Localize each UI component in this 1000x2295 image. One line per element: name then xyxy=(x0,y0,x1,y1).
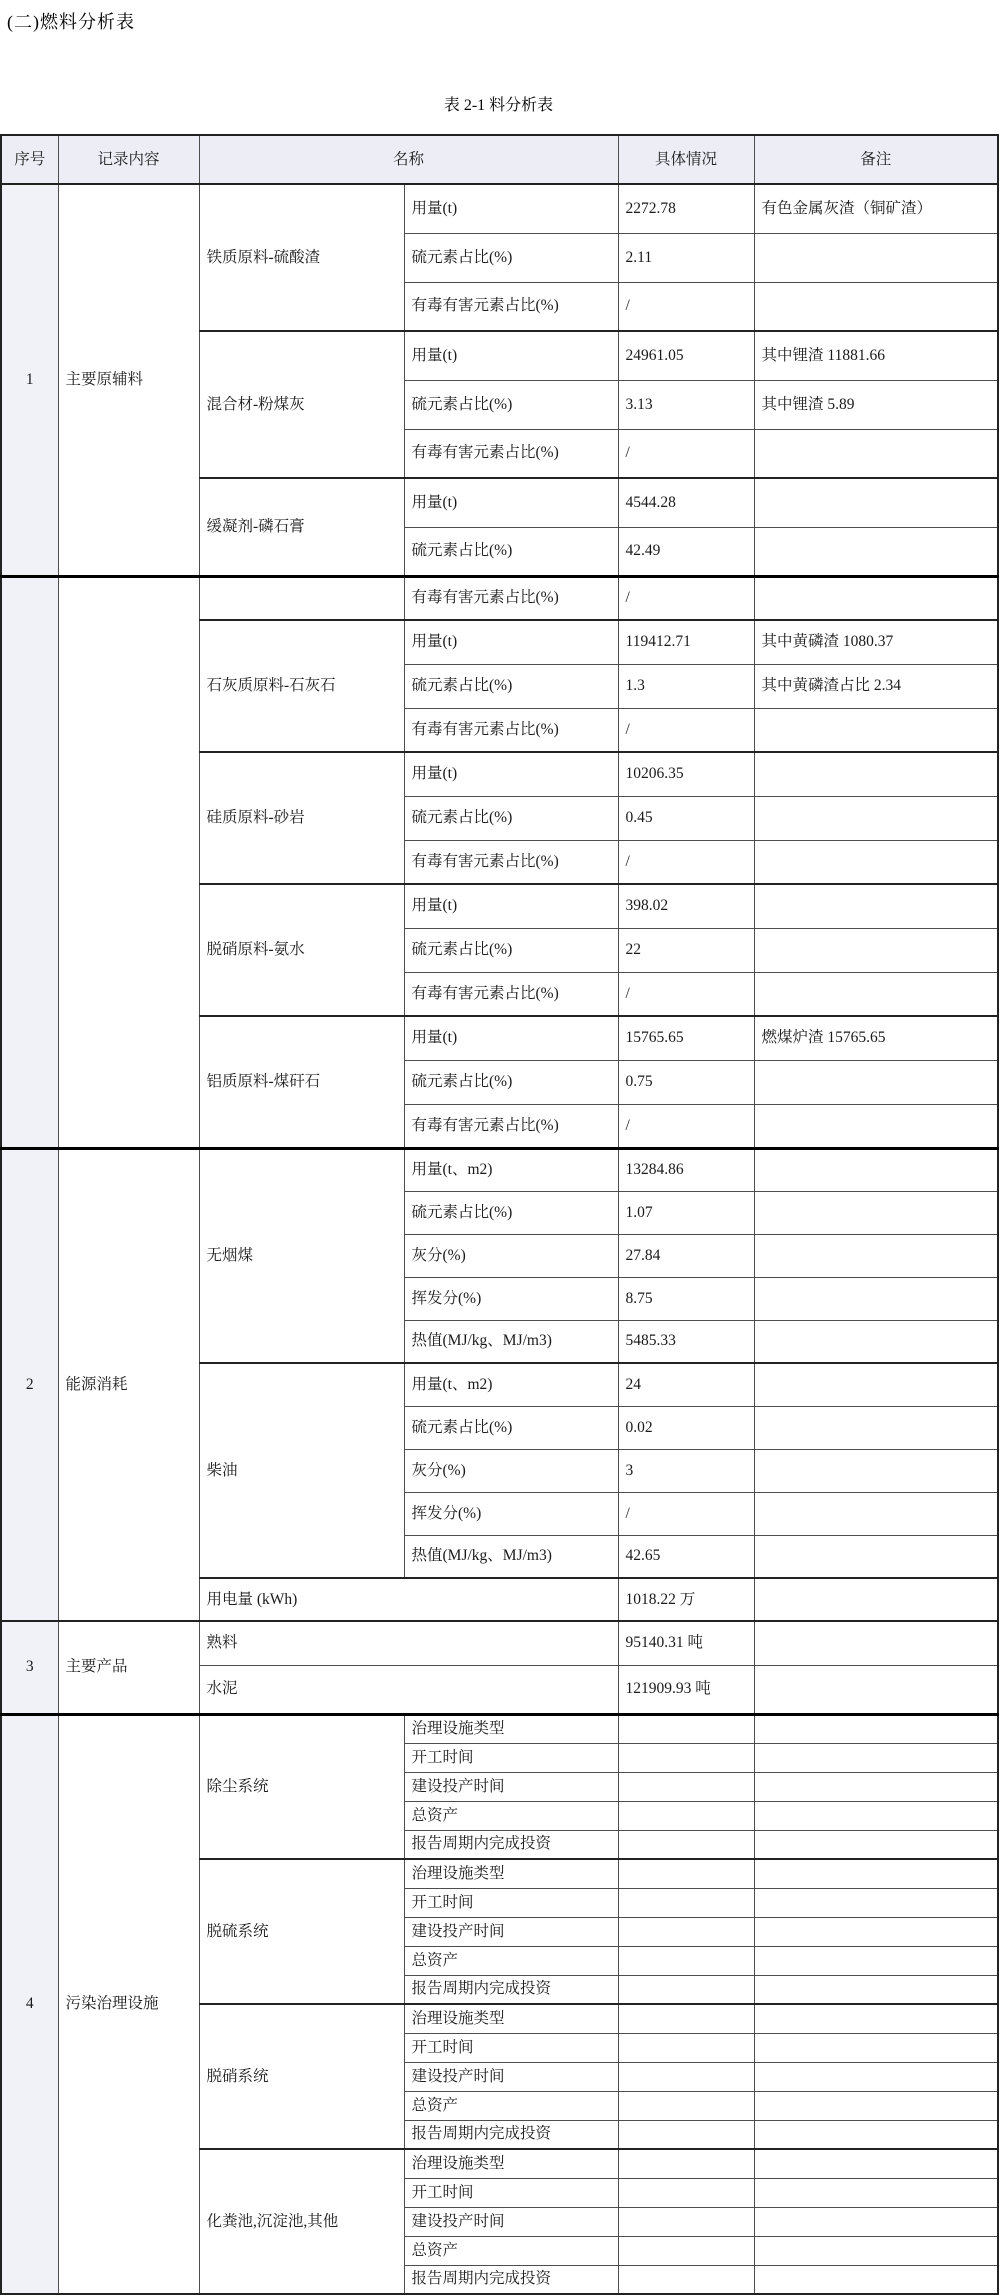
record-cell xyxy=(58,576,199,1148)
seq-cell: 4 xyxy=(1,1714,58,2294)
property-cell: 建设投产时间 xyxy=(404,2062,618,2091)
note-cell xyxy=(754,1859,998,1888)
note-cell xyxy=(754,1320,998,1363)
note-cell xyxy=(754,1714,998,1743)
note-cell xyxy=(754,1888,998,1917)
note-cell: 有色金属灰渣（铜矿渣） xyxy=(754,184,998,233)
note-cell xyxy=(754,233,998,282)
property-cell: 总资产 xyxy=(404,1801,618,1830)
property-cell: 有毒有害元素占比(%) xyxy=(404,972,618,1016)
value-cell: 24 xyxy=(618,1363,754,1406)
value-cell xyxy=(618,2265,754,2294)
property-cell: 报告周期内完成投资 xyxy=(404,2120,618,2149)
seq-cell: 3 xyxy=(1,1621,58,1714)
note-cell xyxy=(754,1801,998,1830)
seq-cell: 1 xyxy=(1,184,58,576)
value-cell: 121909.93 吨 xyxy=(618,1665,754,1714)
value-cell xyxy=(618,1917,754,1946)
note-cell xyxy=(754,1665,998,1714)
note-cell xyxy=(754,2091,998,2120)
property-cell: 报告周期内完成投资 xyxy=(404,1830,618,1859)
note-cell xyxy=(754,884,998,928)
note-cell xyxy=(754,478,998,527)
note-cell: 其中锂渣 5.89 xyxy=(754,380,998,429)
note-cell xyxy=(754,1946,998,1975)
value-cell xyxy=(618,1859,754,1888)
note-cell xyxy=(754,1772,998,1801)
value-cell xyxy=(618,1714,754,1743)
value-cell xyxy=(618,2062,754,2091)
property-cell: 挥发分(%) xyxy=(404,1277,618,1320)
property-cell: 有毒有害元素占比(%) xyxy=(404,708,618,752)
value-cell xyxy=(618,2207,754,2236)
value-cell: 398.02 xyxy=(618,884,754,928)
note-cell: 其中锂渣 11881.66 xyxy=(754,331,998,380)
value-cell xyxy=(618,2004,754,2033)
note-cell xyxy=(754,2236,998,2265)
value-cell: 24961.05 xyxy=(618,331,754,380)
value-cell: 1.07 xyxy=(618,1191,754,1234)
note-cell xyxy=(754,1234,998,1277)
value-cell: / xyxy=(618,1104,754,1148)
note-cell: 其中黄磷渣 1080.37 xyxy=(754,620,998,664)
property-cell: 用量(t、m2) xyxy=(404,1148,618,1191)
material-cell xyxy=(199,576,404,620)
value-cell: 2.11 xyxy=(618,233,754,282)
value-cell: / xyxy=(618,1492,754,1535)
note-cell xyxy=(754,1917,998,1946)
value-cell: 119412.71 xyxy=(618,620,754,664)
property-cell: 热值(MJ/kg、MJ/m3) xyxy=(404,1320,618,1363)
property-cell: 用量(t) xyxy=(404,184,618,233)
note-cell xyxy=(754,576,998,620)
value-cell: 15765.65 xyxy=(618,1016,754,1060)
header-name: 名称 xyxy=(199,135,618,184)
value-cell xyxy=(618,2236,754,2265)
record-cell: 主要产品 xyxy=(58,1621,199,1714)
property-cell: 开工时间 xyxy=(404,2033,618,2062)
value-cell xyxy=(618,2091,754,2120)
note-cell xyxy=(754,1492,998,1535)
note-cell xyxy=(754,1449,998,1492)
value-cell: 0.45 xyxy=(618,796,754,840)
value-cell: / xyxy=(618,282,754,331)
property-cell: 用量(t) xyxy=(404,1016,618,1060)
note-cell xyxy=(754,1191,998,1234)
value-cell xyxy=(618,1772,754,1801)
note-cell xyxy=(754,1148,998,1191)
material-cell: 铁质原料-硫酸渣 xyxy=(199,184,404,331)
seq-cell xyxy=(1,576,58,1148)
product-cell: 熟料 xyxy=(199,1621,618,1665)
value-cell: 42.49 xyxy=(618,527,754,576)
value-cell xyxy=(618,2120,754,2149)
table-row xyxy=(1,1714,998,1743)
note-cell xyxy=(754,2120,998,2149)
note-cell xyxy=(754,2004,998,2033)
record-cell: 主要原辅料 xyxy=(58,184,199,576)
material-cell: 硅质原料-砂岩 xyxy=(199,752,404,884)
note-cell xyxy=(754,1830,998,1859)
table-header-row xyxy=(1,135,998,184)
note-cell xyxy=(754,796,998,840)
record-cell: 能源消耗 xyxy=(58,1148,199,1621)
value-cell xyxy=(618,1743,754,1772)
property-cell: 灰分(%) xyxy=(404,1449,618,1492)
note-cell xyxy=(754,1104,998,1148)
property-cell: 开工时间 xyxy=(404,2178,618,2207)
value-cell: / xyxy=(618,576,754,620)
note-cell xyxy=(754,1277,998,1320)
table-row xyxy=(1,184,998,233)
value-cell: 3.13 xyxy=(618,380,754,429)
value-cell xyxy=(618,2149,754,2178)
note-cell xyxy=(754,2207,998,2236)
note-cell xyxy=(754,1578,998,1621)
property-cell: 开工时间 xyxy=(404,1743,618,1772)
material-cell: 石灰质原料-石灰石 xyxy=(199,620,404,752)
record-cell: 污染治理设施 xyxy=(58,1714,199,2294)
value-cell xyxy=(618,1801,754,1830)
material-cell: 缓凝剂-磷石膏 xyxy=(199,478,404,576)
value-cell: 5485.33 xyxy=(618,1320,754,1363)
product-cell: 水泥 xyxy=(199,1665,618,1714)
property-cell: 有毒有害元素占比(%) xyxy=(404,429,618,478)
note-cell xyxy=(754,752,998,796)
value-cell: 95140.31 吨 xyxy=(618,1621,754,1665)
note-cell xyxy=(754,2149,998,2178)
value-cell: 1018.22 万 xyxy=(618,1578,754,1621)
note-cell xyxy=(754,2062,998,2091)
header-seq: 序号 xyxy=(1,135,58,184)
property-cell: 硫元素占比(%) xyxy=(404,796,618,840)
property-cell: 用量(t) xyxy=(404,752,618,796)
property-cell: 硫元素占比(%) xyxy=(404,527,618,576)
property-cell: 硫元素占比(%) xyxy=(404,1191,618,1234)
property-cell: 治理设施类型 xyxy=(404,2149,618,2178)
property-cell: 挥发分(%) xyxy=(404,1492,618,1535)
property-cell: 用量(t) xyxy=(404,331,618,380)
note-cell xyxy=(754,1060,998,1104)
value-cell: 27.84 xyxy=(618,1234,754,1277)
property-cell: 有毒有害元素占比(%) xyxy=(404,282,618,331)
property-cell: 治理设施类型 xyxy=(404,2004,618,2033)
property-cell: 总资产 xyxy=(404,2091,618,2120)
value-cell xyxy=(618,1888,754,1917)
note-cell xyxy=(754,1621,998,1665)
material-cell: 柴油 xyxy=(199,1363,404,1578)
note-cell xyxy=(754,2178,998,2207)
value-cell xyxy=(618,1830,754,1859)
material-cell: 混合材-粉煤灰 xyxy=(199,331,404,478)
header-note: 备注 xyxy=(754,135,998,184)
note-cell xyxy=(754,282,998,331)
property-cell: 报告周期内完成投资 xyxy=(404,2265,618,2294)
value-cell: / xyxy=(618,840,754,884)
note-cell xyxy=(754,1975,998,2004)
value-cell: / xyxy=(618,429,754,478)
value-cell xyxy=(618,2033,754,2062)
property-cell: 治理设施类型 xyxy=(404,1714,618,1743)
property-cell: 建设投产时间 xyxy=(404,1917,618,1946)
table-caption: 表 2-1 料分析表 xyxy=(443,97,554,114)
property-cell: 硫元素占比(%) xyxy=(404,1060,618,1104)
property-cell: 用量(t、m2) xyxy=(404,1363,618,1406)
property-cell: 报告周期内完成投资 xyxy=(404,1975,618,2004)
material-cell: 脱硫系统 xyxy=(199,1859,404,2004)
value-cell xyxy=(618,1946,754,1975)
note-cell xyxy=(754,928,998,972)
property-cell: 硫元素占比(%) xyxy=(404,233,618,282)
table-row xyxy=(1,576,998,620)
value-cell: 22 xyxy=(618,928,754,972)
property-cell: 用量(t) xyxy=(404,478,618,527)
note-cell xyxy=(754,708,998,752)
property-cell: 开工时间 xyxy=(404,1888,618,1917)
property-cell: 治理设施类型 xyxy=(404,1859,618,1888)
value-cell: 8.75 xyxy=(618,1277,754,1320)
value-cell: 0.75 xyxy=(618,1060,754,1104)
note-cell xyxy=(754,1406,998,1449)
table-row xyxy=(1,1148,998,1191)
value-cell: 3 xyxy=(618,1449,754,1492)
value-cell: 10206.35 xyxy=(618,752,754,796)
property-cell: 有毒有害元素占比(%) xyxy=(404,1104,618,1148)
value-cell: 4544.28 xyxy=(618,478,754,527)
value-cell: 42.65 xyxy=(618,1535,754,1578)
note-cell xyxy=(754,1535,998,1578)
value-cell xyxy=(618,1975,754,2004)
header-record: 记录内容 xyxy=(58,135,199,184)
note-cell xyxy=(754,972,998,1016)
note-cell xyxy=(754,840,998,884)
property-cell: 总资产 xyxy=(404,1946,618,1975)
property-cell: 灰分(%) xyxy=(404,1234,618,1277)
property-cell: 热值(MJ/kg、MJ/m3) xyxy=(404,1535,618,1578)
property-cell: 用量(t) xyxy=(404,620,618,664)
note-cell: 其中黄磷渣占比 2.34 xyxy=(754,664,998,708)
header-detail: 具体情况 xyxy=(618,135,754,184)
value-cell: 13284.86 xyxy=(618,1148,754,1191)
material-cell: 脱硝原料-氨水 xyxy=(199,884,404,1016)
property-cell: 硫元素占比(%) xyxy=(404,928,618,972)
material-cell: 化粪池,沉淀池,其他 xyxy=(199,2149,404,2294)
value-cell: 1.3 xyxy=(618,664,754,708)
property-cell: 硫元素占比(%) xyxy=(404,380,618,429)
note-cell xyxy=(754,2265,998,2294)
value-cell: / xyxy=(618,708,754,752)
note-cell xyxy=(754,1363,998,1406)
page-title: (二)燃料分析表 xyxy=(7,12,135,32)
property-cell: 有毒有害元素占比(%) xyxy=(404,840,618,884)
material-cell: 铝质原料-煤矸石 xyxy=(199,1016,404,1148)
note-cell xyxy=(754,2033,998,2062)
table-row xyxy=(1,1621,998,1665)
property-cell: 有毒有害元素占比(%) xyxy=(404,576,618,620)
note-cell xyxy=(754,527,998,576)
property-cell: 建设投产时间 xyxy=(404,2207,618,2236)
property-cell: 硫元素占比(%) xyxy=(404,1406,618,1449)
seq-cell: 2 xyxy=(1,1148,58,1621)
note-cell xyxy=(754,429,998,478)
property-cell: 总资产 xyxy=(404,2236,618,2265)
material-cell: 无烟煤 xyxy=(199,1148,404,1363)
property-cell: 用量(t) xyxy=(404,884,618,928)
material-cell: 除尘系统 xyxy=(199,1714,404,1859)
value-cell: / xyxy=(618,972,754,1016)
property-cell: 用电量 (kWh) xyxy=(199,1578,618,1621)
property-cell: 硫元素占比(%) xyxy=(404,664,618,708)
property-cell: 建设投产时间 xyxy=(404,1772,618,1801)
note-cell: 燃煤炉渣 15765.65 xyxy=(754,1016,998,1060)
note-cell xyxy=(754,1743,998,1772)
material-cell: 脱硝系统 xyxy=(199,2004,404,2149)
value-cell: 0.02 xyxy=(618,1406,754,1449)
value-cell: 2272.78 xyxy=(618,184,754,233)
value-cell xyxy=(618,2178,754,2207)
fuel-analysis-table xyxy=(0,134,999,2295)
